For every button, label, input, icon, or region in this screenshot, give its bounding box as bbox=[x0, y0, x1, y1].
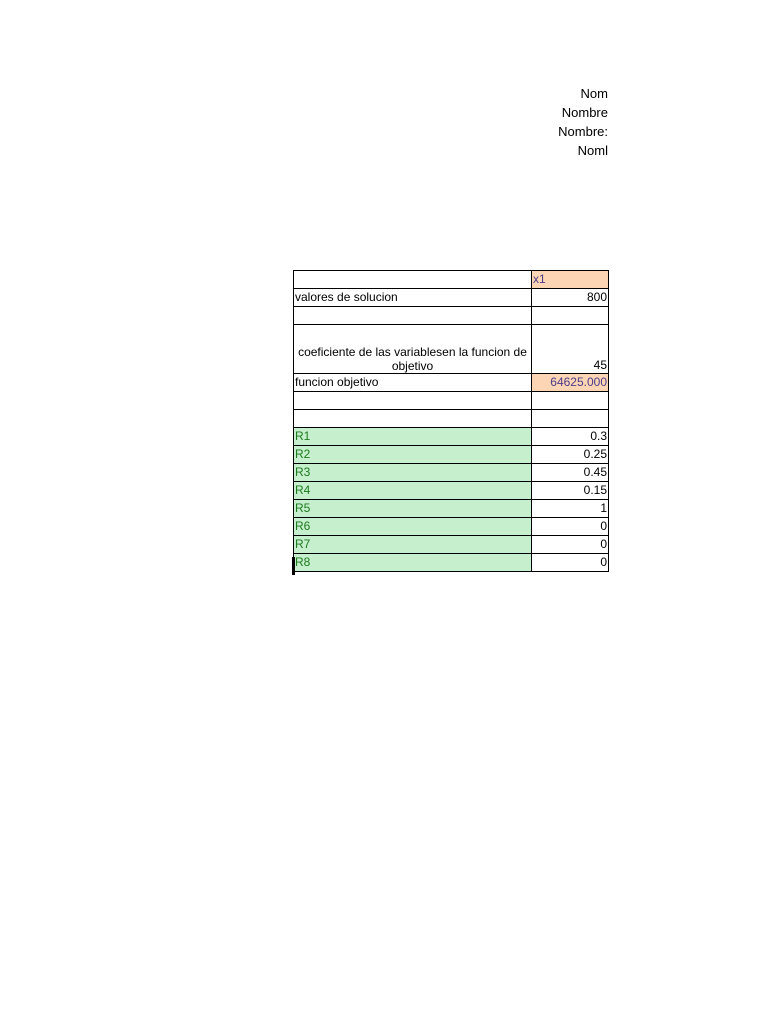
constraint-row bbox=[294, 554, 609, 572]
constraint-label-cell[interactable]: R1 bbox=[294, 428, 532, 446]
solution-row bbox=[294, 289, 609, 307]
constraint-value-cell[interactable]: 0 bbox=[532, 536, 609, 554]
constraint-value-cell[interactable]: 0.25 bbox=[532, 446, 609, 464]
constraint-label-cell[interactable]: R3 bbox=[294, 464, 532, 482]
empty-row bbox=[294, 410, 609, 428]
header-label-cell[interactable] bbox=[294, 271, 532, 289]
constraint-value-cell[interactable]: 0 bbox=[532, 554, 609, 572]
constraint-value-cell[interactable]: 0 bbox=[532, 518, 609, 536]
constraint-value-cell[interactable]: 1 bbox=[532, 500, 609, 518]
constraint-value-cell[interactable]: 0.15 bbox=[532, 482, 609, 500]
coefficient-value-cell[interactable]: 45 bbox=[532, 325, 609, 374]
empty-cell[interactable] bbox=[294, 307, 532, 325]
name-line-4: Noml bbox=[577, 143, 608, 158]
solution-table bbox=[293, 270, 609, 572]
empty-cell[interactable] bbox=[532, 307, 609, 325]
constraint-label-cell[interactable]: R4 bbox=[294, 482, 532, 500]
objective-label-cell[interactable]: funcion objetivo bbox=[294, 374, 532, 392]
solution-value-cell[interactable]: 800 bbox=[532, 289, 609, 307]
constraint-value-cell[interactable]: 0.45 bbox=[532, 464, 609, 482]
coefficient-row bbox=[294, 325, 609, 374]
name-line-3: Nombre: bbox=[558, 124, 608, 139]
constraint-row bbox=[294, 500, 609, 518]
coefficient-label-cell[interactable]: coeficiente de las variablesen la funcion de objetivo bbox=[294, 325, 532, 374]
cell-cursor bbox=[292, 557, 295, 575]
name-line-2: Nombre bbox=[561, 105, 608, 120]
constraint-label-cell[interactable]: R5 bbox=[294, 500, 532, 518]
name-line-1: Nom bbox=[580, 86, 608, 101]
objective-row bbox=[294, 374, 609, 392]
constraint-row bbox=[294, 464, 609, 482]
empty-row bbox=[294, 307, 609, 325]
solution-label-cell[interactable]: valores de solucion bbox=[294, 289, 532, 307]
empty-cell[interactable] bbox=[294, 410, 532, 428]
empty-cell[interactable] bbox=[294, 392, 532, 410]
names-block bbox=[500, 84, 608, 160]
objective-value-cell[interactable]: 64625.000 bbox=[532, 374, 609, 392]
header-row bbox=[294, 271, 609, 289]
constraint-row bbox=[294, 428, 609, 446]
constraint-label-cell[interactable]: R7 bbox=[294, 536, 532, 554]
variable-header-cell[interactable]: x1 bbox=[532, 271, 609, 289]
constraint-row bbox=[294, 518, 609, 536]
constraint-row bbox=[294, 446, 609, 464]
empty-cell[interactable] bbox=[532, 410, 609, 428]
empty-row bbox=[294, 392, 609, 410]
constraint-row bbox=[294, 536, 609, 554]
constraint-row bbox=[294, 482, 609, 500]
empty-cell[interactable] bbox=[532, 392, 609, 410]
constraint-label-cell[interactable]: R2 bbox=[294, 446, 532, 464]
constraint-value-cell[interactable]: 0.3 bbox=[532, 428, 609, 446]
constraint-label-cell[interactable]: R8 bbox=[294, 554, 532, 572]
constraint-label-cell[interactable]: R6 bbox=[294, 518, 532, 536]
